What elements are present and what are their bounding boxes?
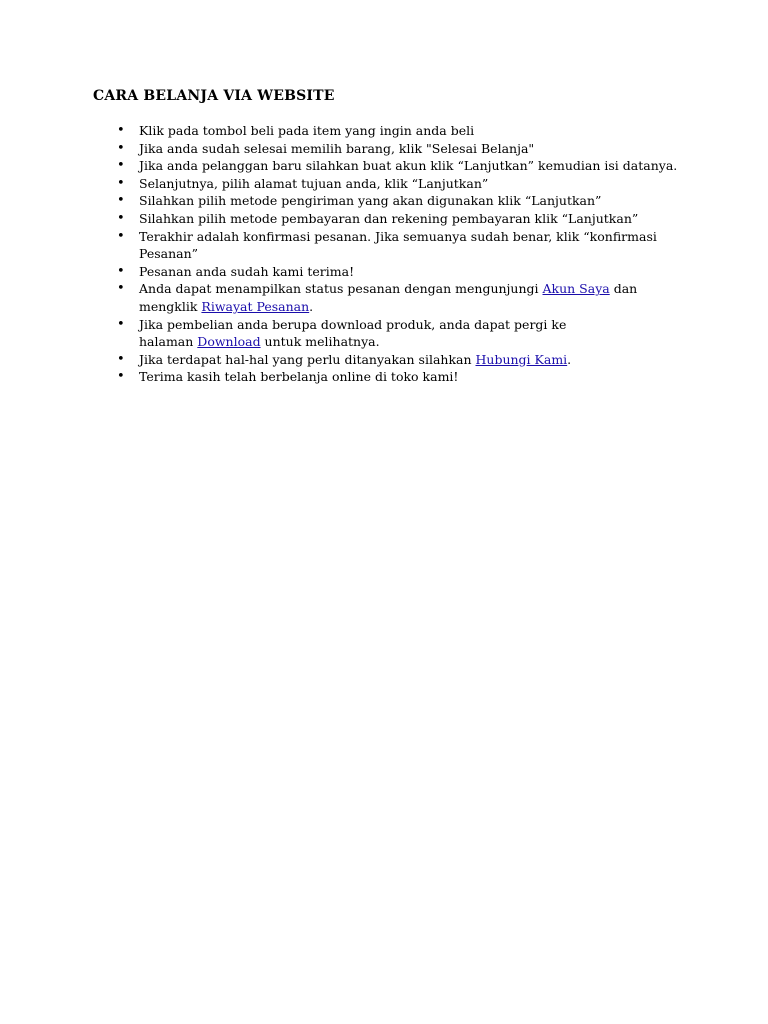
step-text: Jika terdapat hal-hal yang perlu ditanyakan silahkan (139, 351, 476, 367)
steps-list (117, 122, 677, 386)
link-akun-saya[interactable]: Akun Saya (542, 281, 610, 297)
step-text-line1: Jika pembelian anda berupa download produk, anda dapat pergi ke (139, 316, 567, 332)
page-title: CARA BELANJA VIA WEBSITE (93, 88, 335, 104)
list-item (117, 263, 677, 281)
bullet-icon: • (117, 175, 125, 191)
step-text-line2: Pesanan” (139, 246, 199, 262)
step-text: Jika anda pelanggan baru silahkan buat akun klik “Lanjutkan” kemudian isi datanya. (139, 158, 678, 174)
list-item (117, 175, 677, 193)
step-text: untuk melihatnya. (260, 334, 380, 350)
link-hubungi-kami[interactable]: Hubungi Kami (475, 351, 568, 367)
step-text: halaman (139, 334, 198, 350)
list-item (117, 316, 677, 351)
list-item (117, 192, 677, 210)
link-download[interactable]: Download (197, 334, 261, 350)
bullet-icon: • (117, 263, 125, 279)
bullet-icon: • (117, 316, 125, 332)
step-text: Pesanan anda sudah kami terima! (139, 263, 355, 279)
bullet-icon: • (117, 369, 125, 385)
list-item (117, 368, 677, 386)
step-text: Anda dapat menampilkan status pesanan dengan mengunjungi (139, 281, 543, 297)
step-text-line2 (139, 333, 677, 351)
bullet-icon: • (117, 193, 125, 209)
list-item (117, 140, 677, 158)
bullet-icon: • (117, 140, 125, 156)
step-text: mengklik (139, 298, 202, 314)
bullet-icon: • (117, 351, 125, 367)
link-riwayat-pesanan[interactable]: Riwayat Pesanan (201, 298, 310, 314)
list-item (117, 210, 677, 228)
step-text: Selanjutnya, pilih alamat tujuan anda, klik “Lanjutkan” (139, 175, 489, 191)
step-text (139, 351, 677, 369)
list-item (117, 157, 677, 175)
bullet-icon: • (117, 228, 125, 244)
step-text: Jika anda sudah selesai memilih barang, klik "Selesai Belanja" (139, 140, 535, 156)
step-text: . (567, 351, 572, 367)
list-item (117, 228, 677, 263)
step-text: Silahkan pilih metode pengiriman yang akan digunakan klik “Lanjutkan” (139, 193, 602, 209)
step-text: . (309, 298, 314, 314)
step-text: Silahkan pilih metode pembayaran dan rekening pembayaran klik “Lanjutkan” (139, 210, 639, 226)
step-text-line1 (139, 280, 677, 298)
bullet-icon: • (117, 123, 125, 138)
bullet-icon: • (117, 281, 125, 297)
bullet-icon: • (117, 210, 125, 226)
step-text: Klik pada tombol beli pada item yang ingin anda beli (139, 123, 475, 138)
bullet-icon: • (117, 158, 125, 174)
list-item (117, 351, 677, 369)
list-item (117, 280, 677, 315)
step-text-line2 (139, 298, 677, 316)
step-text-line1: Terakhir adalah konfirmasi pesanan. Jika semuanya sudah benar, klik “konfirmasi (139, 228, 657, 244)
step-text: dan (609, 281, 638, 297)
step-text: Terima kasih telah berbelanja online di toko kami! (139, 369, 459, 385)
list-item (117, 122, 677, 140)
